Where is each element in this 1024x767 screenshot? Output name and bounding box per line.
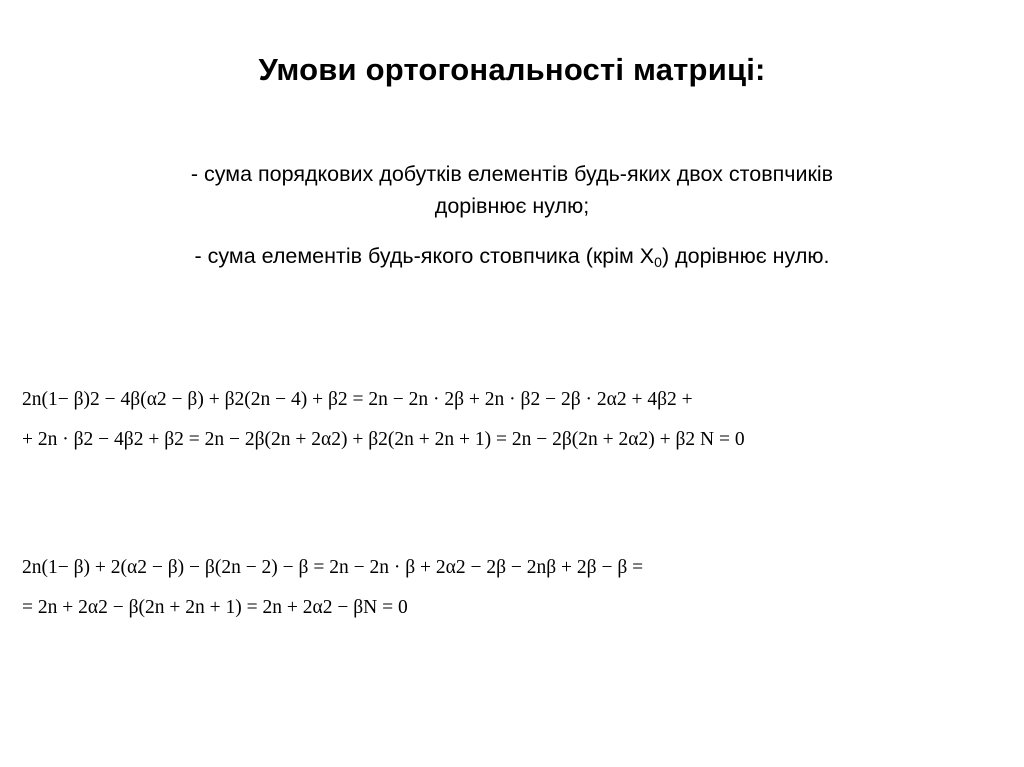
bullet-2-subscript: 0	[654, 254, 662, 270]
equation-block-1	[22, 380, 1012, 460]
bullet-1-line-1: - сума порядкових добутків елементів будь-яких двох стовпчиків	[190, 162, 834, 186]
bullet-2-prefix: - сума елементів будь-якого стовпчика (крім X	[194, 244, 655, 268]
bullet-1-line-2: дорівнює нулю;	[434, 194, 590, 218]
equation-2-line-2: = 2n + 2α2 − β(2n + 2n + 1) = 2n + 2α2 − βN = 0	[22, 597, 408, 618]
equation-block-2	[22, 548, 1012, 628]
page-title: Умови ортогональності матриці:	[258, 52, 766, 87]
equation-1-line-1: 2n(1− β)2 − 4β(α2 − β) + β2(2n − 4) + β2 = 2n − 2n · 2β + 2n · β2 − 2β · 2α2 + 4β2 +	[22, 389, 693, 410]
bullet-2-suffix: ) дорівнює нулю.	[661, 244, 830, 268]
equation-1-line-2: + 2n · β2 − 4β2 + β2 = 2n − 2β(2n + 2α2) + β2(2n + 2n + 1) = 2n − 2β(2n + 2α2) + β2 N = 0	[22, 429, 745, 450]
bullet-item-2	[36, 240, 988, 274]
equation-2-line-1: 2n(1− β) + 2(α2 − β) − β(2n − 2) − β = 2n − 2n · β + 2α2 − 2β − 2nβ + 2β − β =	[22, 557, 644, 578]
bullet-item-1	[36, 158, 988, 222]
bullet-list	[36, 158, 988, 292]
